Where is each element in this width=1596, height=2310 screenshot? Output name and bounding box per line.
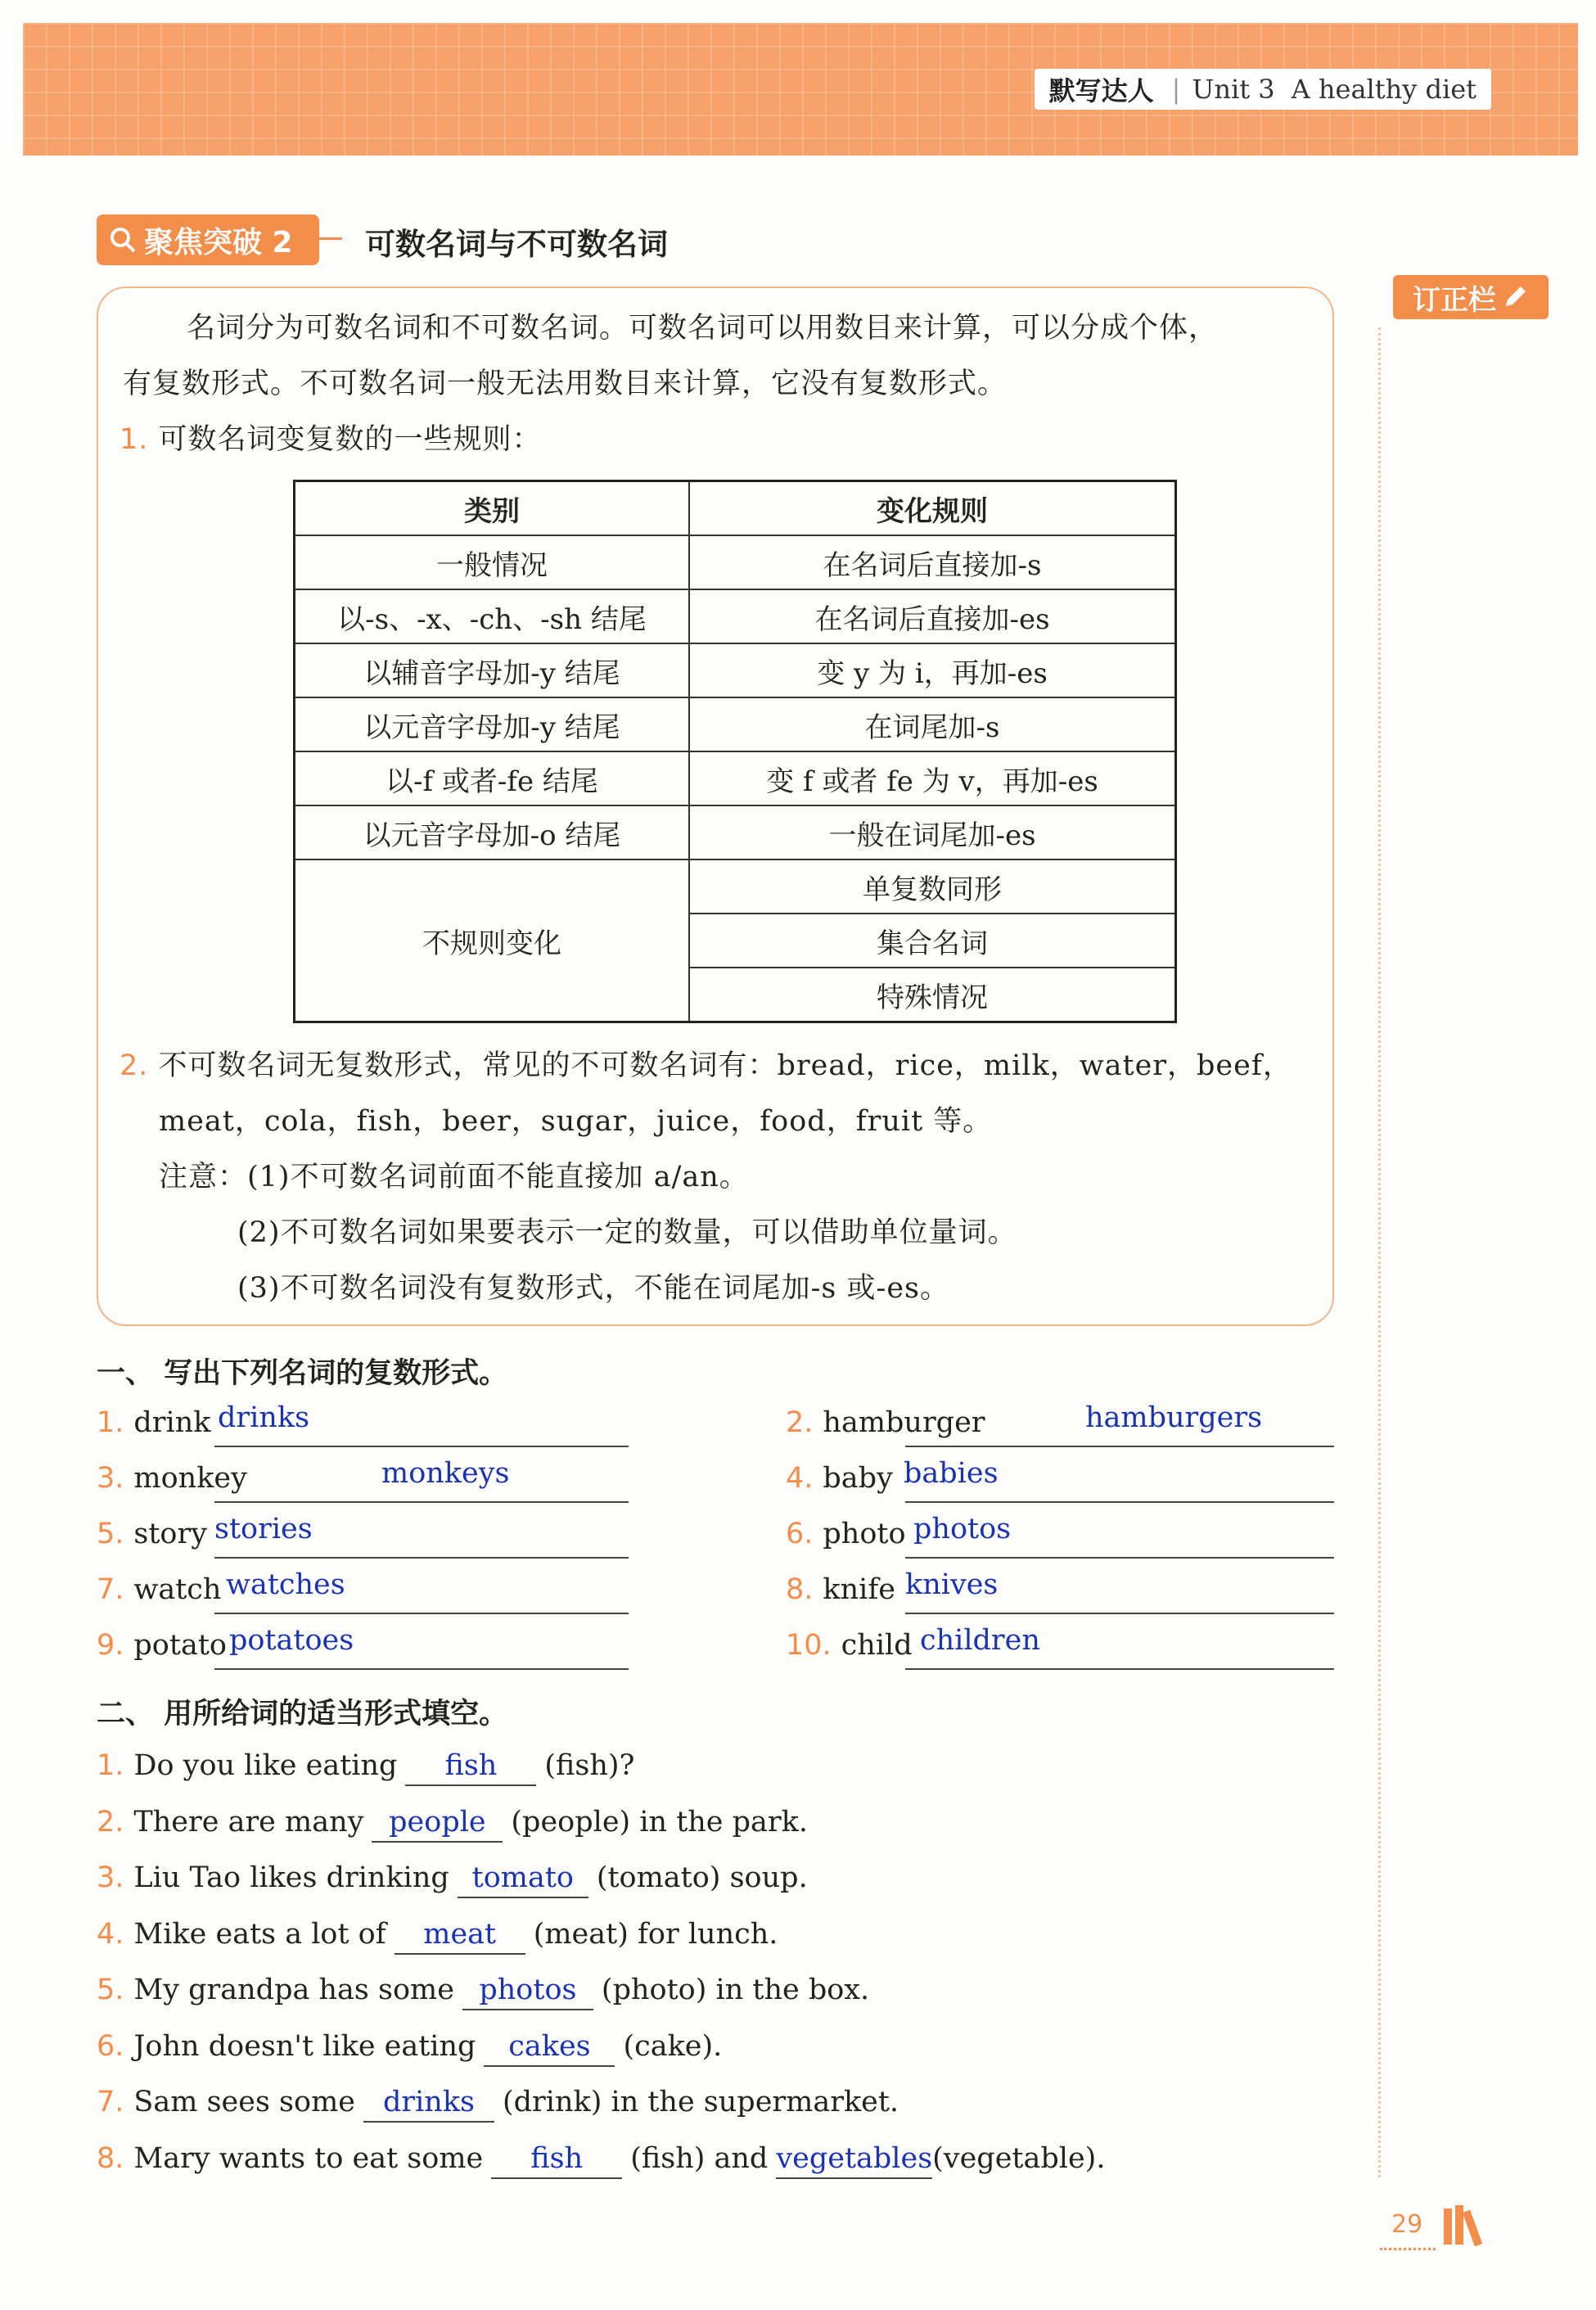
handwritten-answer[interactable]: cakes <box>484 2028 615 2067</box>
page-number: 29 <box>1391 2210 1423 2239</box>
table-row: 以辅音字母加-y 结尾 变 y 为 i，再加-es <box>295 643 1176 697</box>
unit-title: A healthy diet <box>1291 74 1477 105</box>
answer-line <box>905 1446 1334 1447</box>
handwritten-answer[interactable]: fish <box>491 2140 622 2179</box>
table-row: 一般情况 在名词后直接加-s <box>295 535 1176 589</box>
pencil-icon <box>1501 283 1529 311</box>
handwritten-answer[interactable]: babies <box>904 1457 999 1490</box>
answer-line <box>214 1557 629 1559</box>
table-row: 特殊情况 <box>295 968 1176 1022</box>
page-number-underline <box>1380 2248 1436 2250</box>
list-item: 4. baby <box>786 1462 893 1495</box>
item-word: watch <box>133 1573 222 1606</box>
item-text: (fish) and <box>630 2141 769 2175</box>
item-word: knife <box>823 1573 896 1606</box>
list-item: 8. knife <box>786 1573 896 1606</box>
answer-line <box>214 1501 629 1503</box>
unit-label: Unit 3 <box>1192 74 1275 105</box>
item-number: 5. <box>97 1974 124 2006</box>
section-tag-label: 聚焦突破 2 <box>144 225 293 259</box>
list-item: 9. potato <box>97 1629 227 1662</box>
note-2: (2)不可数名词如果要表示一定的数量，可以借助单位量词。 <box>237 1216 1017 1249</box>
item-number: 6. <box>97 2029 124 2063</box>
list-item <box>97 1803 808 1843</box>
rule-2-line-1: 2. 不可数名词无复数形式，常见的不可数名词有：bread，rice，milk，water，beef， <box>119 1049 1292 1082</box>
item-text: (photo) in the box. <box>601 1974 870 2006</box>
item-word: baby <box>823 1462 893 1495</box>
handwritten-answer[interactable]: stories <box>214 1513 313 1545</box>
list-item: 10. child <box>786 1629 913 1662</box>
list-item <box>97 1859 808 1898</box>
list-item <box>97 1915 778 1955</box>
item-text: John doesn't like eating <box>133 2029 476 2063</box>
handwritten-answer[interactable]: potatoes <box>229 1624 354 1657</box>
item-text: (meat) for lunch. <box>533 1917 778 1951</box>
item-text: (fish)? <box>544 1749 635 1782</box>
part-1-heading: 一、 写出下列名词的复数形式。 <box>97 1357 508 1390</box>
table-row: 集合名词 <box>295 914 1176 968</box>
item-text: Liu Tao likes drinking <box>133 1861 449 1894</box>
list-item: 5. story <box>97 1518 208 1550</box>
item-number: 8. <box>97 2141 124 2175</box>
table-header-category: 类别 <box>295 481 690 536</box>
correction-column-label: 订正栏 <box>1413 283 1496 317</box>
item-number: 4. <box>97 1917 124 1951</box>
section-connector <box>319 237 342 240</box>
table-row: 以元音字母加-o 结尾 一般在词尾加-es <box>295 805 1176 859</box>
item-number: 2. <box>97 1805 124 1839</box>
item-number: 7. <box>97 2086 124 2118</box>
correction-column-tag <box>1393 275 1549 319</box>
item-text: (people) in the park. <box>511 1805 808 1839</box>
table-row: 不规则变化 单复数同形 <box>295 859 1176 914</box>
item-text: There are many <box>133 1805 364 1839</box>
list-item <box>97 1971 869 2010</box>
item-number: 3. <box>97 1861 124 1894</box>
table-row: 以-s、-x、-ch、-sh 结尾 在名词后直接加-es <box>295 589 1176 643</box>
section-title: 可数名词与不可数名词 <box>365 227 668 262</box>
list-item: 2. hamburger <box>786 1406 985 1439</box>
item-text: Mary wants to eat some <box>133 2141 484 2175</box>
answer-line <box>905 1557 1334 1559</box>
item-word: hamburger <box>823 1406 985 1439</box>
item-word: story <box>133 1518 208 1550</box>
list-item <box>97 2083 899 2123</box>
handwritten-answer[interactable]: drinks <box>363 2083 494 2123</box>
header-label: 默写达人 | Unit 3 A healthy diet <box>1035 69 1491 110</box>
intro-line-2: 有复数形式。不可数名词一般无法用数目来计算，它没有复数形式。 <box>123 368 1008 400</box>
table-header-rule: 变化规则 <box>689 481 1176 536</box>
item-word: monkey <box>133 1462 247 1495</box>
item-number: 1. <box>97 1749 124 1782</box>
answer-line <box>905 1668 1334 1670</box>
answer-line <box>905 1613 1334 1614</box>
item-word: child <box>841 1629 913 1662</box>
item-text: My grandpa has some <box>133 1974 454 2006</box>
list-item: 7. watch <box>97 1573 222 1606</box>
list-item <box>97 2028 722 2067</box>
handwritten-answer[interactable]: meat <box>394 1915 525 1955</box>
handwritten-answer[interactable]: drinks <box>218 1401 310 1434</box>
brand-name: 默写达人 <box>1048 75 1154 106</box>
answer-line <box>214 1668 629 1670</box>
table-row: 以元音字母加-y 结尾 在词尾加-s <box>295 697 1176 751</box>
handwritten-answer[interactable]: photos <box>462 1971 593 2010</box>
answer-line <box>905 1501 1334 1503</box>
rule-2-line-2: meat，cola，fish，beer，sugar，juice，food，fruit 等。 <box>159 1105 993 1138</box>
item-word: drink <box>133 1406 211 1439</box>
list-item: 6. photo <box>786 1518 906 1550</box>
item-text: Sam sees some <box>133 2086 355 2118</box>
plural-rules-table <box>293 480 1177 1023</box>
item-text: Mike eats a lot of <box>133 1917 386 1951</box>
handwritten-answer[interactable]: people <box>372 1803 503 1843</box>
list-item: 3. monkey <box>97 1462 247 1495</box>
handwritten-answer[interactable]: children <box>920 1624 1040 1657</box>
handwritten-answer[interactable]: hamburgers <box>1085 1401 1263 1434</box>
handwritten-answer[interactable]: photos <box>913 1513 1012 1545</box>
list-item <box>97 2140 1105 2179</box>
handwritten-answer[interactable]: fish <box>405 1747 536 1786</box>
handwritten-answer[interactable]: knives <box>905 1568 999 1601</box>
margin-divider <box>1378 327 1381 2177</box>
handwritten-answer[interactable]: tomato <box>458 1859 588 1898</box>
answer-line <box>214 1446 629 1447</box>
books-icon <box>1442 2202 1491 2246</box>
table-row: 以-f 或者-fe 结尾 变 f 或者 fe 为 v，再加-es <box>295 751 1176 805</box>
item-text: (vegetable). <box>932 2141 1106 2175</box>
list-item: 1. drink <box>97 1406 211 1439</box>
irregular-category: 不规则变化 <box>295 859 690 1022</box>
part-2-heading: 二、 用所给词的适当形式填空。 <box>97 1698 508 1730</box>
list-item <box>97 1747 634 1786</box>
note-1: 注意：(1)不可数名词前面不能直接加 a/an。 <box>159 1161 749 1193</box>
item-word: photo <box>823 1518 906 1550</box>
item-text: (drink) in the supermarket. <box>502 2086 899 2118</box>
handwritten-answer[interactable]: watches <box>226 1568 345 1601</box>
handwritten-answer[interactable]: monkeys <box>381 1457 510 1490</box>
handwritten-answer[interactable]: vegetables <box>776 2140 932 2179</box>
item-text: (cake). <box>623 2029 723 2063</box>
section-tag <box>97 214 319 265</box>
rule-1-heading: 1. 可数名词变复数的一些规则： <box>119 423 542 456</box>
answer-line <box>214 1613 629 1614</box>
note-3: (3)不可数名词没有复数形式，不能在词尾加-s 或-es。 <box>237 1272 949 1305</box>
item-text: (tomato) soup. <box>596 1861 808 1894</box>
magnifier-icon <box>108 225 138 255</box>
item-text: Do you like eating <box>133 1749 398 1782</box>
item-word: potato <box>133 1629 227 1662</box>
intro-line-1: 名词分为可数名词和不可数名词。可数名词可以用数目来计算，可以分成个体， <box>187 312 1219 345</box>
